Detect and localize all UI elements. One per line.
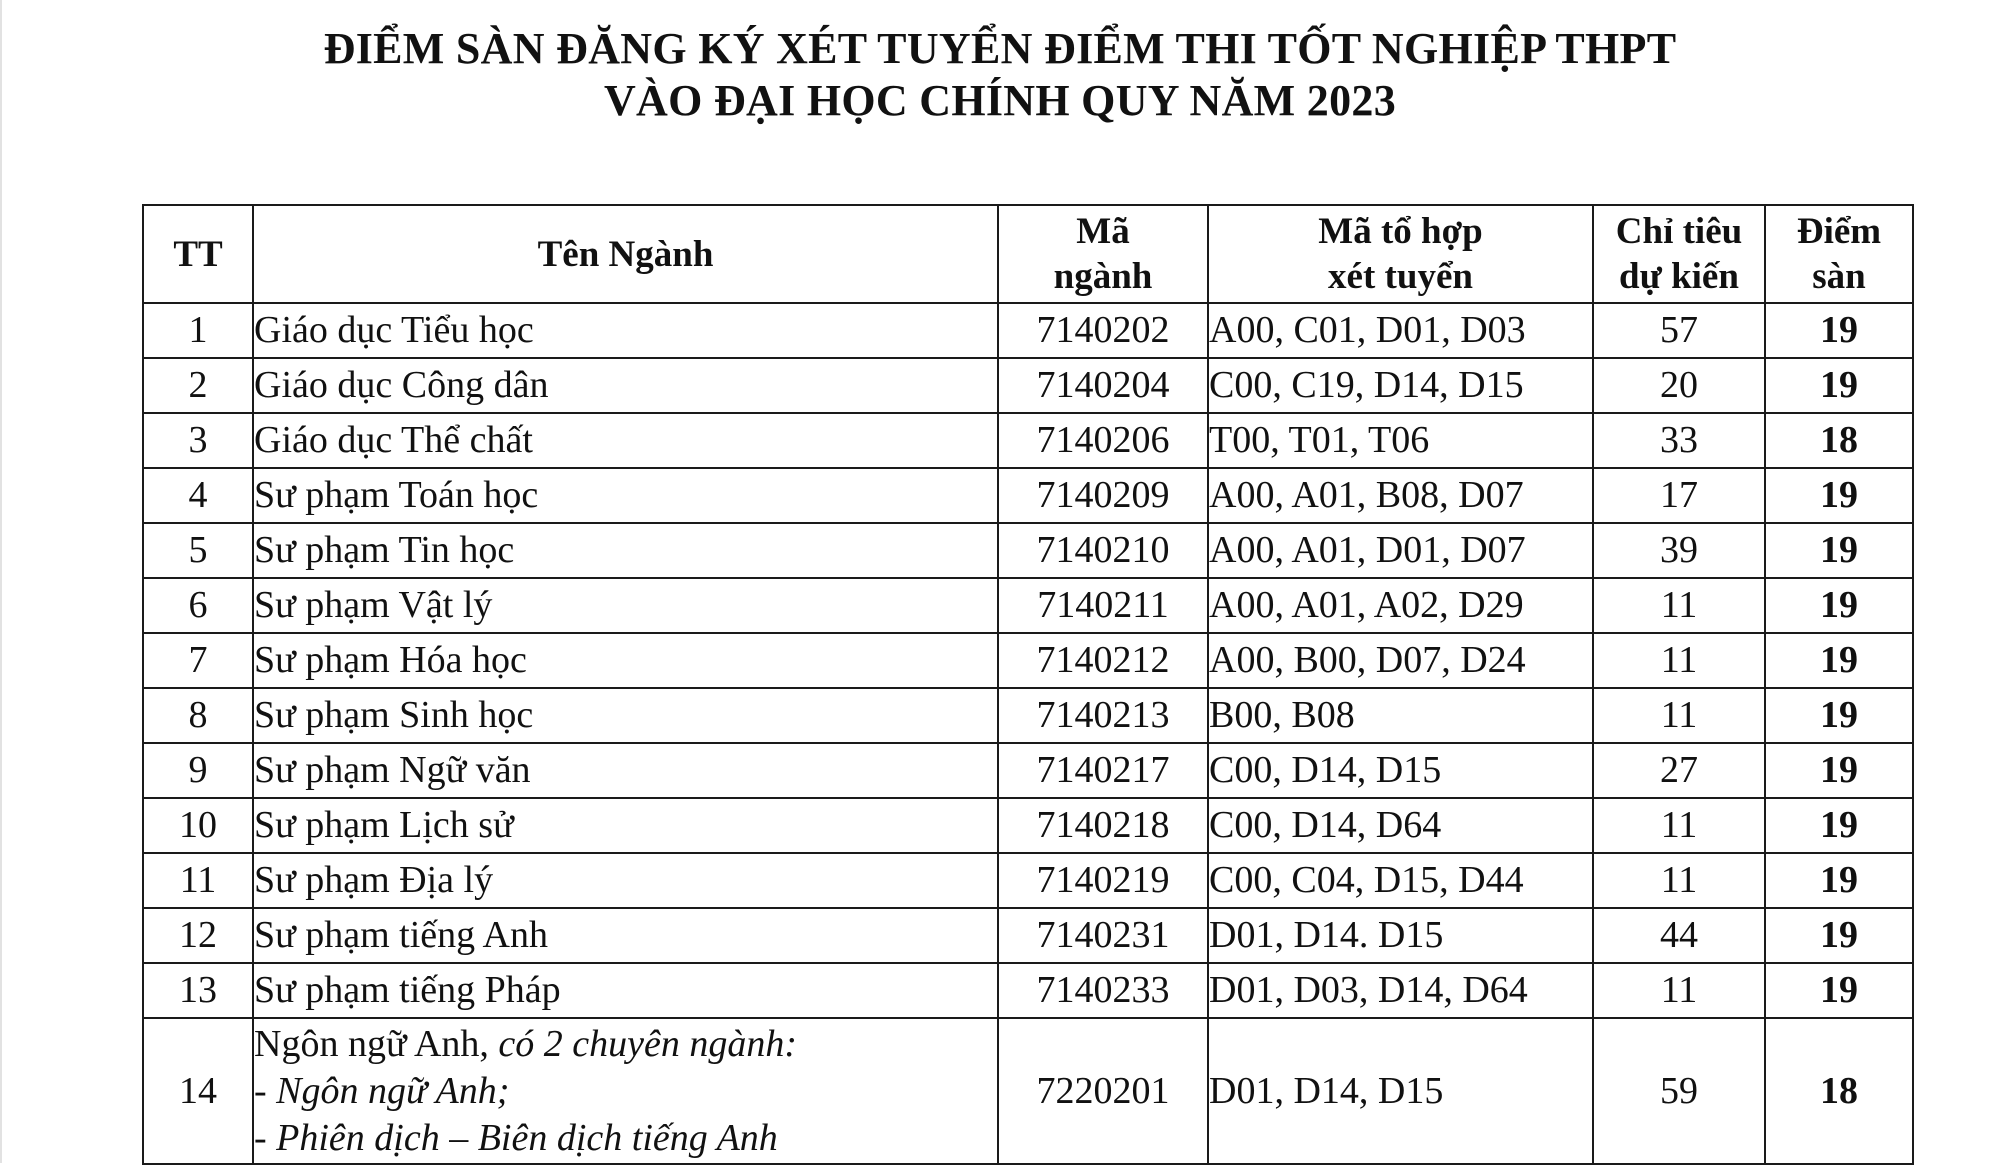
header-tt: TT xyxy=(143,205,253,303)
row-major-code: 7140218 xyxy=(998,798,1208,853)
table-row xyxy=(143,358,1913,413)
row-major-name: Sư phạm Hóa học xyxy=(253,633,998,688)
row-floor-score: 19 xyxy=(1765,908,1913,963)
table-row xyxy=(143,908,1913,963)
row-quota: 17 xyxy=(1593,468,1765,523)
header-floor-score-line-1: Điểm xyxy=(1796,211,1882,252)
table-row xyxy=(143,1018,1913,1164)
row-combination: D01, D14. D15 xyxy=(1208,908,1593,963)
table-row xyxy=(143,303,1913,358)
row-major-name: Sư phạm Sinh học xyxy=(253,688,998,743)
row-combination: D01, D14, D15 xyxy=(1208,1018,1593,1164)
row-major-code: 7140206 xyxy=(998,413,1208,468)
row-combination: C00, D14, D15 xyxy=(1208,743,1593,798)
row-tt: 3 xyxy=(143,413,253,468)
table-row xyxy=(143,963,1913,1018)
table-row xyxy=(143,688,1913,743)
major-name-main: Ngôn ngữ Anh, xyxy=(254,1022,489,1065)
row-major-code: 7140219 xyxy=(998,853,1208,908)
row-quota: 33 xyxy=(1593,413,1765,468)
header-floor-score xyxy=(1765,205,1913,303)
row-major-code: 7140204 xyxy=(998,358,1208,413)
row-major-code: 7220201 xyxy=(998,1018,1208,1164)
row-floor-score: 19 xyxy=(1765,963,1913,1018)
row-quota: 11 xyxy=(1593,688,1765,743)
major-name-multiline xyxy=(254,1021,997,1162)
row-major-code: 7140213 xyxy=(998,688,1208,743)
row-combination: C00, C04, D15, D44 xyxy=(1208,853,1593,908)
row-tt: 4 xyxy=(143,468,253,523)
row-tt: 9 xyxy=(143,743,253,798)
row-major-code: 7140211 xyxy=(998,578,1208,633)
header-major-code-line-1: Mã xyxy=(1076,211,1130,252)
header-quota-line-1: Chỉ tiêu xyxy=(1615,211,1743,252)
row-floor-score: 18 xyxy=(1765,1018,1913,1164)
row-combination: C00, D14, D64 xyxy=(1208,798,1593,853)
row-major-code: 7140212 xyxy=(998,633,1208,688)
row-major-name: Giáo dục Thể chất xyxy=(253,413,998,468)
row-quota: 11 xyxy=(1593,798,1765,853)
row-tt: 8 xyxy=(143,688,253,743)
row-quota: 44 xyxy=(1593,908,1765,963)
admission-score-table xyxy=(142,204,1914,1165)
row-major-code: 7140210 xyxy=(998,523,1208,578)
row-tt: 12 xyxy=(143,908,253,963)
row-major-name: Sư phạm tiếng Anh xyxy=(253,908,998,963)
row-major-code: 7140209 xyxy=(998,468,1208,523)
row-major-name: Sư phạm tiếng Pháp xyxy=(253,963,998,1018)
row-major-code: 7140233 xyxy=(998,963,1208,1018)
table-row xyxy=(143,633,1913,688)
header-combination-line-2: xét tuyển xyxy=(1328,256,1473,297)
row-floor-score: 19 xyxy=(1765,743,1913,798)
table-row xyxy=(143,468,1913,523)
header-major-code xyxy=(998,205,1208,303)
specialization-item: - Ngôn ngữ Anh; xyxy=(254,1069,510,1112)
table-row xyxy=(143,578,1913,633)
table-row xyxy=(143,743,1913,798)
row-quota: 11 xyxy=(1593,853,1765,908)
row-floor-score: 19 xyxy=(1765,853,1913,908)
major-name-note: có 2 chuyên ngành: xyxy=(498,1022,798,1065)
row-combination: T00, T01, T06 xyxy=(1208,413,1593,468)
row-major-name xyxy=(253,1018,998,1164)
row-combination: D01, D03, D14, D64 xyxy=(1208,963,1593,1018)
header-quota-line-2: dự kiến xyxy=(1619,256,1739,297)
row-major-name: Giáo dục Công dân xyxy=(253,358,998,413)
row-major-code: 7140202 xyxy=(998,303,1208,358)
row-floor-score: 19 xyxy=(1765,798,1913,853)
row-floor-score: 19 xyxy=(1765,523,1913,578)
row-major-name: Giáo dục Tiểu học xyxy=(253,303,998,358)
row-quota: 11 xyxy=(1593,633,1765,688)
row-quota: 11 xyxy=(1593,963,1765,1018)
row-tt: 7 xyxy=(143,633,253,688)
row-quota: 57 xyxy=(1593,303,1765,358)
row-quota: 20 xyxy=(1593,358,1765,413)
row-floor-score: 19 xyxy=(1765,303,1913,358)
row-quota: 39 xyxy=(1593,523,1765,578)
table-row xyxy=(143,413,1913,468)
row-tt: 5 xyxy=(143,523,253,578)
row-tt: 1 xyxy=(143,303,253,358)
document-title-line-2: VÀO ĐẠI HỌC CHÍNH QUY NĂM 2023 xyxy=(603,76,1397,125)
row-combination: A00, A01, A02, D29 xyxy=(1208,578,1593,633)
row-major-name: Sư phạm Lịch sử xyxy=(253,798,998,853)
row-major-name: Sư phạm Vật lý xyxy=(253,578,998,633)
table-header-row xyxy=(143,205,1913,303)
row-major-name: Sư phạm Tin học xyxy=(253,523,998,578)
row-major-code: 7140217 xyxy=(998,743,1208,798)
header-combination xyxy=(1208,205,1593,303)
row-floor-score: 19 xyxy=(1765,688,1913,743)
row-floor-score: 19 xyxy=(1765,468,1913,523)
row-tt: 14 xyxy=(143,1018,253,1164)
row-quota: 11 xyxy=(1593,578,1765,633)
left-edge-line xyxy=(0,0,2,1163)
row-tt: 6 xyxy=(143,578,253,633)
row-tt: 2 xyxy=(143,358,253,413)
row-major-code: 7140231 xyxy=(998,908,1208,963)
row-floor-score: 19 xyxy=(1765,578,1913,633)
row-quota: 59 xyxy=(1593,1018,1765,1164)
row-tt: 13 xyxy=(143,963,253,1018)
row-tt: 11 xyxy=(143,853,253,908)
row-major-name: Sư phạm Toán học xyxy=(253,468,998,523)
row-combination: C00, C19, D14, D15 xyxy=(1208,358,1593,413)
header-combination-line-1: Mã tổ hợp xyxy=(1318,211,1483,252)
header-quota xyxy=(1593,205,1765,303)
table-row xyxy=(143,523,1913,578)
document-title-line-1: ĐIỂM SÀN ĐĂNG KÝ XÉT TUYỂN ĐIỂM THI TỐT NGHIỆP THPT xyxy=(323,24,1677,73)
row-major-name: Sư phạm Địa lý xyxy=(253,853,998,908)
row-quota: 27 xyxy=(1593,743,1765,798)
row-floor-score: 19 xyxy=(1765,358,1913,413)
header-floor-score-line-2: sàn xyxy=(1812,256,1866,297)
row-combination: A00, C01, D01, D03 xyxy=(1208,303,1593,358)
header-major-code-line-2: ngành xyxy=(1053,256,1153,297)
row-combination: A00, A01, B08, D07 xyxy=(1208,468,1593,523)
header-major-name: Tên Ngành xyxy=(253,205,998,303)
specialization-item: - Phiên dịch – Biên dịch tiếng Anh xyxy=(254,1116,778,1159)
row-floor-score: 19 xyxy=(1765,633,1913,688)
row-combination: A00, A01, D01, D07 xyxy=(1208,523,1593,578)
row-tt: 10 xyxy=(143,798,253,853)
table-row xyxy=(143,853,1913,908)
table-row xyxy=(143,798,1913,853)
row-major-name: Sư phạm Ngữ văn xyxy=(253,743,998,798)
row-combination: A00, B00, D07, D24 xyxy=(1208,633,1593,688)
row-combination: B00, B08 xyxy=(1208,688,1593,743)
row-floor-score: 18 xyxy=(1765,413,1913,468)
